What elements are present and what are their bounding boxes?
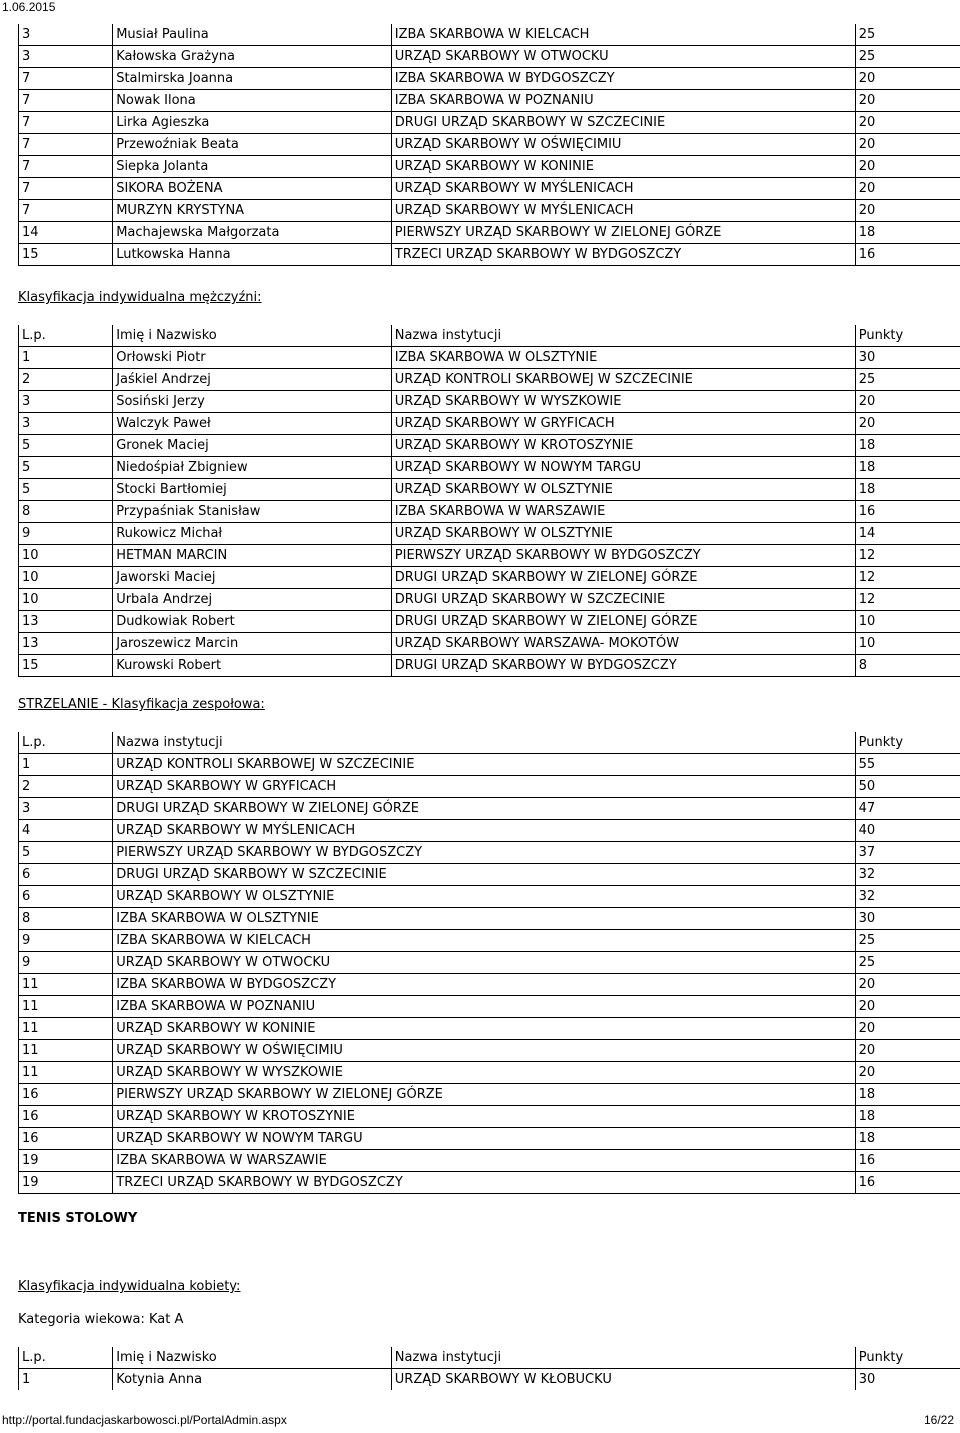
cell-points: 20 [855, 1062, 960, 1084]
table-row [19, 244, 960, 266]
column-header-institution: Nazwa instytucji [391, 1347, 855, 1369]
cell-institution: URZĄD SKARBOWY W KROTOSZYNIE [391, 435, 855, 457]
cell-institution: IZBA SKARBOWA W BYDGOSZCZY [113, 974, 855, 996]
column-header-points: Punkty [855, 325, 960, 347]
cell-rank: 6 [19, 864, 113, 886]
cell-name: Nowak Ilona [113, 90, 392, 112]
cell-points: 12 [855, 589, 960, 611]
cell-institution: IZBA SKARBOWA W POZNANIU [113, 996, 855, 1018]
cell-name: Lutkowska Hanna [113, 244, 392, 266]
cell-points: 20 [855, 178, 960, 200]
cell-rank: 11 [19, 1040, 113, 1062]
cell-rank: 3 [19, 46, 113, 68]
shooting-team-table [18, 732, 960, 1194]
cell-rank: 4 [19, 820, 113, 842]
age-category-label: Kategoria wiekowa: Kat A [18, 1312, 184, 1327]
cell-name: HETMAN MARCIN [113, 545, 392, 567]
cell-institution: IZBA SKARBOWA W OLSZTYNIE [113, 908, 855, 930]
table-tennis-women-heading: Klasyfikacja indywidualna kobiety: [18, 1279, 241, 1294]
cell-rank: 3 [19, 413, 113, 435]
cell-institution: URZĄD SKARBOWY W OTWOCKU [113, 952, 855, 974]
column-header-name: Imię i Nazwisko [113, 1347, 392, 1369]
cell-points: 30 [855, 908, 960, 930]
cell-points: 16 [855, 244, 960, 266]
cell-points: 32 [855, 864, 960, 886]
cell-institution: IZBA SKARBOWA W POZNANIU [391, 90, 855, 112]
cell-points: 20 [855, 68, 960, 90]
cell-institution: URZĄD SKARBOWY W KONINIE [391, 156, 855, 178]
cell-points: 40 [855, 820, 960, 842]
cell-name: Siepka Jolanta [113, 156, 392, 178]
men-individual-heading: Klasyfikacja indywidualna mężczyźni: [18, 290, 262, 305]
cell-rank: 13 [19, 611, 113, 633]
cell-rank: 5 [19, 435, 113, 457]
cell-name: Przypaśniak Stanisław [113, 501, 392, 523]
cell-rank: 7 [19, 90, 113, 112]
table-row [19, 820, 960, 842]
table-row [19, 567, 960, 589]
cell-name: Jaśkiel Andrzej [113, 369, 392, 391]
column-header-rank: L.p. [19, 732, 113, 754]
cell-rank: 8 [19, 501, 113, 523]
table-row [19, 413, 960, 435]
cell-points: 20 [855, 1040, 960, 1062]
cell-institution: URZĄD SKARBOWY W KŁOBUCKU [391, 1369, 855, 1391]
cell-name: Walczyk Paweł [113, 413, 392, 435]
cell-institution: IZBA SKARBOWA W KIELCACH [113, 930, 855, 952]
table-row [19, 1040, 960, 1062]
print-footer-url: http://portal.fundacjaskarbowosci.pl/PortalAdmin.aspx [2, 1413, 287, 1427]
cell-name: Orłowski Piotr [113, 347, 392, 369]
cell-points: 16 [855, 1172, 960, 1194]
cell-points: 37 [855, 842, 960, 864]
cell-rank: 11 [19, 974, 113, 996]
cell-institution: URZĄD SKARBOWY W MYŚLENICACH [391, 178, 855, 200]
cell-rank: 5 [19, 842, 113, 864]
cell-points: 25 [855, 930, 960, 952]
cell-institution: URZĄD KONTROLI SKARBOWEJ W SZCZECINIE [113, 754, 855, 776]
table-row [19, 391, 960, 413]
cell-points: 25 [855, 46, 960, 68]
cell-rank: 3 [19, 391, 113, 413]
cell-institution: DRUGI URZĄD SKARBOWY W ZIELONEJ GÓRZE [391, 567, 855, 589]
cell-institution: IZBA SKARBOWA W WARSZAWIE [391, 501, 855, 523]
cell-name: Niedośpiał Zbigniew [113, 457, 392, 479]
cell-name: Urbala Andrzej [113, 589, 392, 611]
cell-institution: IZBA SKARBOWA W BYDGOSZCZY [391, 68, 855, 90]
cell-points: 16 [855, 501, 960, 523]
cell-points: 30 [855, 347, 960, 369]
cell-points: 10 [855, 611, 960, 633]
cell-rank: 7 [19, 112, 113, 134]
table-row [19, 200, 960, 222]
table-row [19, 633, 960, 655]
column-header-points: Punkty [855, 732, 960, 754]
cell-points: 18 [855, 479, 960, 501]
cell-name: Machajewska Małgorzata [113, 222, 392, 244]
cell-name: Gronek Maciej [113, 435, 392, 457]
cell-rank: 16 [19, 1084, 113, 1106]
cell-institution: URZĄD SKARBOWY W GRYFICACH [391, 413, 855, 435]
cell-points: 18 [855, 222, 960, 244]
cell-points: 20 [855, 156, 960, 178]
table-row [19, 798, 960, 820]
cell-points: 50 [855, 776, 960, 798]
table-row [19, 347, 960, 369]
table-row [19, 1018, 960, 1040]
table-row [19, 222, 960, 244]
cell-rank: 16 [19, 1128, 113, 1150]
table-row [19, 842, 960, 864]
cell-points: 20 [855, 1018, 960, 1040]
table-row [19, 1128, 960, 1150]
table-row [19, 545, 960, 567]
cell-points: 18 [855, 457, 960, 479]
cell-name: SIKORA BOŻENA [113, 178, 392, 200]
cell-rank: 9 [19, 952, 113, 974]
cell-institution: URZĄD SKARBOWY W GRYFICACH [113, 776, 855, 798]
cell-name: Kałowska Grażyna [113, 46, 392, 68]
cell-institution: PIERWSZY URZĄD SKARBOWY W ZIELONEJ GÓRZE [391, 222, 855, 244]
cell-rank: 7 [19, 156, 113, 178]
table-row [19, 864, 960, 886]
column-header-institution: Nazwa instytucji [391, 325, 855, 347]
cell-rank: 14 [19, 222, 113, 244]
cell-rank: 1 [19, 754, 113, 776]
cell-points: 20 [855, 391, 960, 413]
cell-rank: 9 [19, 523, 113, 545]
table-header-row [19, 1347, 960, 1369]
page-number: 16/22 [923, 1413, 954, 1427]
cell-points: 20 [855, 200, 960, 222]
cell-institution: URZĄD SKARBOWY W NOWYM TARGU [391, 457, 855, 479]
cell-institution: DRUGI URZĄD SKARBOWY W BYDGOSZCZY [391, 655, 855, 677]
table-row [19, 24, 960, 46]
cell-points: 8 [855, 655, 960, 677]
table-row [19, 952, 960, 974]
cell-institution: IZBA SKARBOWA W KIELCACH [391, 24, 855, 46]
cell-points: 47 [855, 798, 960, 820]
cell-institution: URZĄD SKARBOWY W OLSZTYNIE [391, 479, 855, 501]
table-row [19, 611, 960, 633]
cell-points: 14 [855, 523, 960, 545]
table-row [19, 178, 960, 200]
print-date: 1.06.2015 [2, 0, 56, 14]
cell-name: Jaworski Maciej [113, 567, 392, 589]
cell-institution: DRUGI URZĄD SKARBOWY W SZCZECINIE [391, 589, 855, 611]
table-header-row [19, 325, 960, 347]
table-row [19, 930, 960, 952]
cell-points: 16 [855, 1150, 960, 1172]
table-row [19, 156, 960, 178]
cell-rank: 11 [19, 1062, 113, 1084]
cell-institution: URZĄD SKARBOWY W OLSZTYNIE [113, 886, 855, 908]
cell-rank: 7 [19, 68, 113, 90]
cell-institution: TRZECI URZĄD SKARBOWY W BYDGOSZCZY [391, 244, 855, 266]
cell-name: Sosiński Jerzy [113, 391, 392, 413]
cell-rank: 11 [19, 1018, 113, 1040]
cell-institution: TRZECI URZĄD SKARBOWY W BYDGOSZCZY [113, 1172, 855, 1194]
cell-rank: 15 [19, 655, 113, 677]
cell-institution: PIERWSZY URZĄD SKARBOWY W BYDGOSZCZY [391, 545, 855, 567]
table-row [19, 974, 960, 996]
cell-institution: URZĄD SKARBOWY W WYSZKOWIE [391, 391, 855, 413]
table-row [19, 655, 960, 677]
table-row [19, 1084, 960, 1106]
table-row [19, 908, 960, 930]
table-row [19, 435, 960, 457]
cell-points: 18 [855, 1106, 960, 1128]
cell-name: Stocki Bartłomiej [113, 479, 392, 501]
cell-points: 20 [855, 134, 960, 156]
column-header-institution: Nazwa instytucji [113, 732, 855, 754]
cell-name: Musiał Paulina [113, 24, 392, 46]
table-row [19, 1150, 960, 1172]
table-header-row [19, 732, 960, 754]
women-results-table [18, 24, 960, 266]
cell-name: Stalmirska Joanna [113, 68, 392, 90]
table-row [19, 996, 960, 1018]
cell-institution: PIERWSZY URZĄD SKARBOWY W ZIELONEJ GÓRZE [113, 1084, 855, 1106]
cell-points: 18 [855, 1128, 960, 1150]
cell-name: Kotynia Anna [113, 1369, 392, 1391]
cell-rank: 19 [19, 1150, 113, 1172]
cell-points: 20 [855, 413, 960, 435]
column-header-rank: L.p. [19, 325, 113, 347]
cell-points: 20 [855, 90, 960, 112]
cell-rank: 9 [19, 930, 113, 952]
cell-points: 32 [855, 886, 960, 908]
table-row [19, 1369, 960, 1391]
cell-rank: 1 [19, 1369, 113, 1391]
cell-points: 20 [855, 974, 960, 996]
cell-institution: URZĄD SKARBOWY W KONINIE [113, 1018, 855, 1040]
cell-institution: URZĄD SKARBOWY WARSZAWA- MOKOTÓW [391, 633, 855, 655]
cell-points: 20 [855, 996, 960, 1018]
cell-institution: DRUGI URZĄD SKARBOWY W SZCZECINIE [113, 864, 855, 886]
cell-name: MURZYN KRYSTYNA [113, 200, 392, 222]
cell-name: Lirka Agieszka [113, 112, 392, 134]
cell-points: 18 [855, 1084, 960, 1106]
cell-institution: URZĄD SKARBOWY W KROTOSZYNIE [113, 1106, 855, 1128]
cell-rank: 11 [19, 996, 113, 1018]
cell-institution: URZĄD KONTROLI SKARBOWEJ W SZCZECINIE [391, 369, 855, 391]
shooting-team-heading: STRZELANIE - Klasyfikacja zespołowa: [18, 697, 265, 712]
cell-rank: 10 [19, 567, 113, 589]
cell-institution: URZĄD SKARBOWY W MYŚLENICACH [113, 820, 855, 842]
cell-points: 10 [855, 633, 960, 655]
cell-rank: 2 [19, 776, 113, 798]
cell-institution: IZBA SKARBOWA W WARSZAWIE [113, 1150, 855, 1172]
cell-name: Jaroszewicz Marcin [113, 633, 392, 655]
cell-rank: 3 [19, 798, 113, 820]
table-tennis-title: TENIS STOLOWY [18, 1211, 138, 1226]
cell-institution: URZĄD SKARBOWY W MYŚLENICACH [391, 200, 855, 222]
cell-points: 25 [855, 369, 960, 391]
cell-points: 55 [855, 754, 960, 776]
table-row [19, 68, 960, 90]
cell-points: 20 [855, 112, 960, 134]
cell-name: Rukowicz Michał [113, 523, 392, 545]
cell-rank: 19 [19, 1172, 113, 1194]
cell-rank: 6 [19, 886, 113, 908]
cell-institution: URZĄD SKARBOWY W OLSZTYNIE [391, 523, 855, 545]
cell-institution: URZĄD SKARBOWY W WYSZKOWIE [113, 1062, 855, 1084]
cell-rank: 10 [19, 589, 113, 611]
table-row [19, 1172, 960, 1194]
men-results-table [18, 325, 960, 677]
cell-points: 18 [855, 435, 960, 457]
cell-rank: 2 [19, 369, 113, 391]
table-row [19, 46, 960, 68]
cell-institution: URZĄD SKARBOWY W OŚWIĘCIMIU [113, 1040, 855, 1062]
cell-institution: DRUGI URZĄD SKARBOWY W SZCZECINIE [391, 112, 855, 134]
cell-rank: 1 [19, 347, 113, 369]
table-row [19, 369, 960, 391]
table-row [19, 112, 960, 134]
table-row [19, 457, 960, 479]
cell-rank: 7 [19, 178, 113, 200]
cell-institution: DRUGI URZĄD SKARBOWY W ZIELONEJ GÓRZE [113, 798, 855, 820]
cell-rank: 3 [19, 24, 113, 46]
table-row [19, 523, 960, 545]
table-row [19, 1106, 960, 1128]
cell-points: 25 [855, 952, 960, 974]
cell-rank: 15 [19, 244, 113, 266]
cell-institution: URZĄD SKARBOWY W OŚWIĘCIMIU [391, 134, 855, 156]
column-header-rank: L.p. [19, 1347, 113, 1369]
cell-name: Kurowski Robert [113, 655, 392, 677]
cell-rank: 16 [19, 1106, 113, 1128]
cell-points: 25 [855, 24, 960, 46]
cell-rank: 7 [19, 200, 113, 222]
table-row [19, 90, 960, 112]
cell-rank: 5 [19, 479, 113, 501]
cell-name: Przewoźniak Beata [113, 134, 392, 156]
table-tennis-women-table [18, 1347, 960, 1390]
table-row [19, 501, 960, 523]
table-row [19, 134, 960, 156]
column-header-name: Imię i Nazwisko [113, 325, 392, 347]
cell-institution: DRUGI URZĄD SKARBOWY W ZIELONEJ GÓRZE [391, 611, 855, 633]
column-header-points: Punkty [855, 1347, 960, 1369]
table-row [19, 589, 960, 611]
cell-rank: 13 [19, 633, 113, 655]
cell-points: 12 [855, 567, 960, 589]
cell-institution: URZĄD SKARBOWY W OTWOCKU [391, 46, 855, 68]
table-row [19, 886, 960, 908]
table-row [19, 754, 960, 776]
table-row [19, 479, 960, 501]
cell-institution: URZĄD SKARBOWY W NOWYM TARGU [113, 1128, 855, 1150]
cell-rank: 10 [19, 545, 113, 567]
cell-points: 12 [855, 545, 960, 567]
cell-institution: IZBA SKARBOWA W OLSZTYNIE [391, 347, 855, 369]
cell-points: 30 [855, 1369, 960, 1391]
cell-rank: 5 [19, 457, 113, 479]
cell-institution: PIERWSZY URZĄD SKARBOWY W BYDGOSZCZY [113, 842, 855, 864]
table-row [19, 1062, 960, 1084]
cell-rank: 8 [19, 908, 113, 930]
table-row [19, 776, 960, 798]
cell-name: Dudkowiak Robert [113, 611, 392, 633]
cell-rank: 7 [19, 134, 113, 156]
